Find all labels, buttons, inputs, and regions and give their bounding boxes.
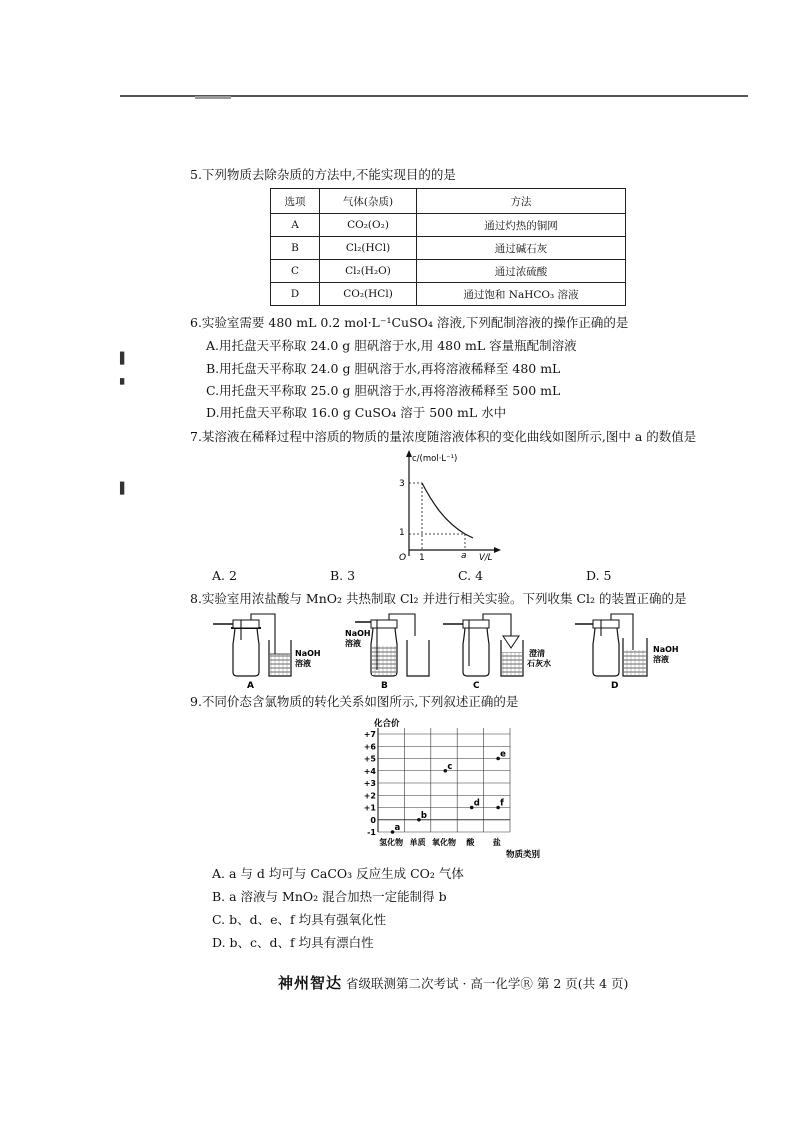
caption-a: A	[247, 681, 254, 691]
footer-text: 省级联测第二次考试 · 高一化学Ⓡ 第 2 页(共 4 页)	[342, 976, 629, 991]
point-label-a: a	[394, 823, 401, 833]
point-label-c: c	[447, 761, 453, 772]
table-row	[271, 214, 626, 237]
x-axis-label: V/L	[479, 553, 493, 563]
q9-stem: 9.不同价态含氯物质的转化关系如图所示,下列叙述正确的是	[190, 694, 519, 709]
d-liquid-label-2: 溶液	[653, 655, 669, 664]
footer-brand: 神州智达	[278, 974, 343, 992]
margin-mark: ▌	[120, 352, 129, 365]
q9-option-b: B. a 溶液与 MnO₂ 混合加热一定能制得 b	[212, 889, 447, 904]
d-liquid-label-1: NaOH	[653, 645, 679, 654]
q9-option-c: C. b、d、e、f 均具有强氧化性	[212, 912, 387, 927]
point-label-f: f	[500, 798, 504, 809]
table-cell: 通过浓硫酸	[417, 260, 626, 283]
y-tick-label: +6	[363, 742, 376, 752]
y-tick-label: +2	[363, 791, 376, 801]
table-cell: D	[271, 283, 320, 306]
q6-option-a: A.用托盘天平称取 24.0 g 胆矾溶于水,用 480 mL 容量瓶配制溶液	[206, 338, 577, 353]
caption-d: D	[611, 681, 619, 691]
b-liquid-label-1: NaOH	[345, 629, 371, 638]
x-tick-1: 1	[419, 553, 425, 563]
page-footer	[278, 972, 628, 993]
y-tick-label: +7	[363, 730, 376, 739]
q6-option-b: B.用托盘天平称取 24.0 g 胆矾溶于水,再将溶液稀释至 480 mL	[206, 361, 561, 376]
x-tick-label: 酸	[466, 838, 475, 847]
apparatus-a	[213, 614, 321, 691]
table-cell: B	[271, 237, 320, 260]
q9-x-ticks	[379, 837, 501, 847]
x-tick-label: 单质	[409, 838, 426, 847]
table-row	[271, 283, 626, 306]
x-tick-a: a	[461, 551, 467, 561]
b-liquid-label-2: 溶液	[345, 639, 361, 648]
y-tick-label: +5	[363, 754, 376, 764]
apparatus-c	[443, 614, 551, 691]
q8-apparatus-figure	[205, 606, 705, 692]
margin-mark: ▌	[120, 482, 129, 495]
table-cell: C	[271, 260, 320, 283]
y-tick-label: +1	[363, 803, 376, 813]
q5-stem: 5.下列物质去除杂质的方法中,不能实现目的的是	[190, 167, 456, 182]
caption-c: C	[473, 681, 480, 691]
table-header: 方法	[417, 189, 626, 214]
q7-option-b: B. 3	[330, 568, 356, 583]
table-cell: CO₂(HCl)	[320, 283, 417, 306]
caption-b: B	[381, 681, 388, 691]
table-row	[271, 260, 626, 283]
table-cell: A	[271, 214, 320, 237]
point-label-e: e	[500, 749, 506, 760]
q9-option-d: D. b、c、d、f 均具有漂白性	[212, 935, 374, 950]
q7-option-d: D. 5	[586, 568, 612, 583]
y-tick-1: 1	[399, 528, 405, 538]
x-tick-label: 氢化物	[379, 838, 404, 847]
q9-grid	[378, 728, 510, 832]
table-row	[271, 237, 626, 260]
apparatus-b	[345, 614, 429, 691]
table-cell: CO₂(O₂)	[320, 214, 417, 237]
y-tick-label: +4	[363, 766, 376, 776]
q5-table	[270, 188, 626, 306]
y-tick-label: +3	[363, 779, 376, 788]
c-liquid-label-1: 澄清	[529, 649, 545, 658]
margin-mark: ▖	[120, 372, 129, 385]
table-cell: 通过灼热的铜网	[417, 214, 626, 237]
q6-option-d: D.用托盘天平称取 16.0 g CuSO₄ 溶于 500 mL 水中	[206, 405, 507, 420]
origin-label: O	[399, 553, 407, 563]
q9-valence-chart	[360, 716, 540, 862]
q7-option-c: C. 4	[458, 568, 484, 583]
point-label-d: d	[473, 798, 480, 809]
q6-option-c: C.用托盘天平称取 25.0 g 胆矾溶于水,再将溶液稀释至 500 mL	[206, 383, 561, 398]
y-axis-label: c/(mol·L⁻¹)	[412, 454, 458, 464]
x-tick-label: 盐	[492, 838, 501, 847]
q9-y-axis-label: 化合价	[374, 719, 400, 729]
q9-x-axis-label: 物质类别	[506, 850, 540, 860]
table-cell: Cl₂(H₂O)	[320, 260, 417, 283]
table-header: 气体(杂质)	[320, 189, 417, 214]
dilution-curve	[422, 483, 473, 538]
table-cell: Cl₂(HCl)	[320, 237, 417, 260]
y-tick-label: -1	[367, 828, 376, 837]
q9-points	[391, 750, 506, 834]
point-label-b: b	[420, 810, 428, 821]
a-liquid-label-2: 溶液	[295, 659, 311, 668]
c-liquid-label-2: 石灰水	[527, 659, 551, 668]
x-axis-arrow-icon	[494, 547, 501, 553]
q6-stem: 6.实验室需要 480 mL 0.2 mol·L⁻¹CuSO₄ 溶液,下列配制溶液的操作正确的是	[190, 315, 629, 330]
q9-option-a: A. a 与 d 均可与 CaCO₃ 反应生成 CO₂ 气体	[212, 866, 464, 881]
q7-option-a: A. 2	[212, 568, 237, 583]
table-header: 选项	[271, 189, 320, 214]
a-liquid-label-1: NaOH	[295, 649, 321, 658]
q7-concentration-graph	[395, 448, 505, 566]
scan-smear	[195, 96, 231, 99]
q9-y-ticks	[364, 730, 377, 837]
table-header-row	[271, 189, 626, 214]
y-tick-label: 0	[370, 815, 376, 825]
x-tick-label: 氧化物	[432, 838, 456, 847]
q8-stem: 8.实验室用浓盐酸与 MnO₂ 共热制取 Cl₂ 并进行相关实验。下列收集 Cl₂ 的装置正确的是	[190, 591, 687, 606]
table-cell: 通过饱和 NaHCO₃ 溶液	[417, 283, 626, 306]
q7-stem: 7.某溶液在稀释过程中溶质的物质的量浓度随溶液体积的变化曲线如图所示,图中 a 的数值是	[190, 429, 697, 444]
apparatus-d	[575, 614, 679, 691]
table-cell: 通过碱石灰	[417, 237, 626, 260]
y-tick-3: 3	[399, 479, 405, 489]
